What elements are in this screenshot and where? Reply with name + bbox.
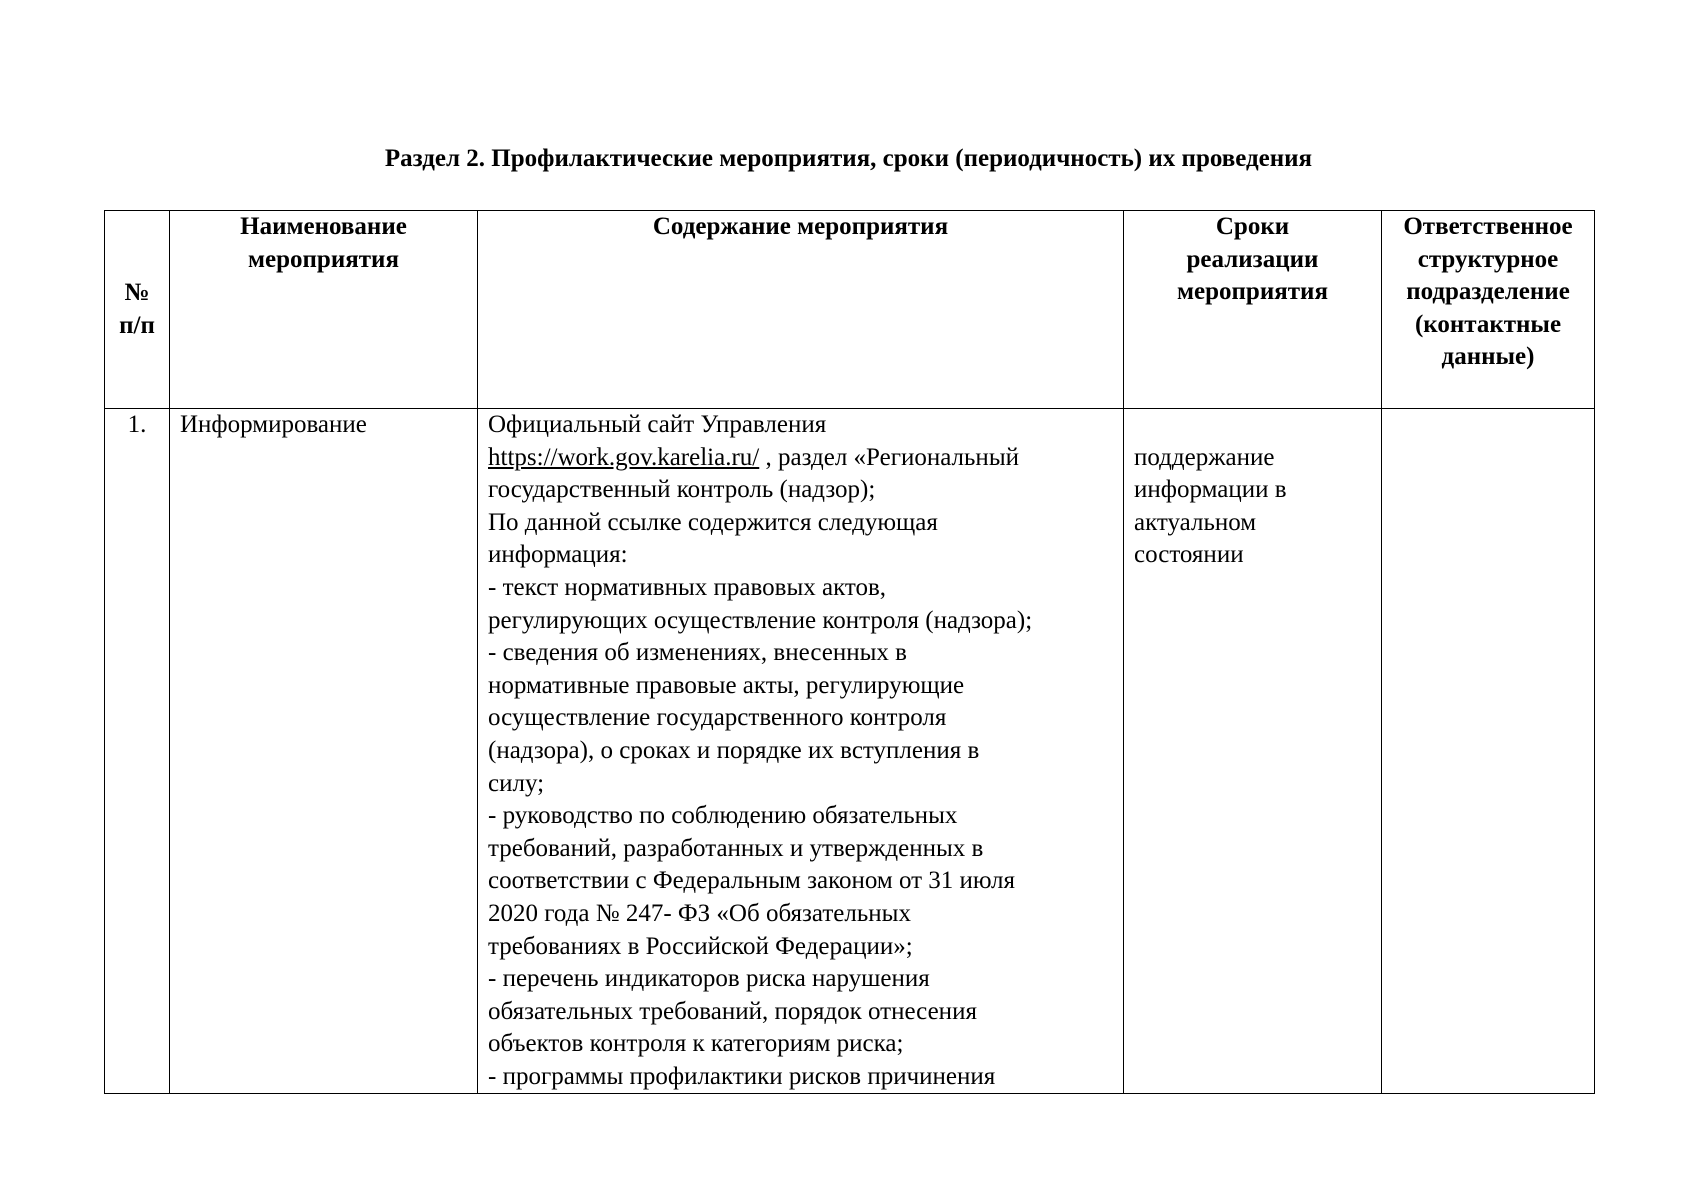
content-line: - сведения об изменениях, внесенных в [488, 639, 907, 667]
content-line: государственный контроль (надзор); [488, 476, 876, 504]
header-activity-content [478, 211, 1124, 409]
content-line: - текст нормативных правовых актов, [488, 573, 887, 601]
header-text: Содержание мероприятия [652, 213, 949, 240]
content-line: 2020 года № 247- ФЗ «Об обязательных [488, 899, 911, 927]
row-activity-content [478, 409, 1124, 1094]
content-line: нормативные правовые акты, регулирующие [488, 671, 965, 699]
content-line-rest: , раздел «Региональный [759, 443, 1019, 471]
terms-line: состоянии [1134, 541, 1244, 569]
website-link[interactable]: https://work.gov.karelia.ru/ [488, 443, 760, 471]
header-text: структурное [1417, 245, 1559, 273]
page-title: Раздел 2. Профилактические мероприятия, сроки (периодичность) их проведения [384, 145, 1313, 172]
header-text: (контактные [1414, 310, 1562, 338]
content-line: соответствии с Федеральным законом от 31 июля [488, 867, 1015, 895]
header-text: Сроки [1215, 213, 1290, 240]
header-text: № [124, 278, 150, 306]
header-text: подразделение [1406, 278, 1570, 306]
header-text: п/п [119, 311, 155, 339]
content-line: осуществление государственного контроля [488, 704, 947, 732]
header-responsible [1382, 211, 1595, 409]
content-line: (надзора), о сроках и порядке их вступления в [488, 736, 980, 764]
content-line: - перечень индикаторов риска нарушения [488, 965, 930, 993]
content-line: - руководство по соблюдению обязательных [488, 802, 958, 830]
content-line: По данной ссылке содержится следующая [488, 508, 938, 536]
header-text: Наименование [240, 213, 407, 240]
table-header-row [105, 211, 1595, 409]
row-number: 1. [105, 409, 170, 1094]
header-text: данные) [1441, 343, 1535, 371]
content-line [488, 442, 1113, 475]
content-line: силу; [488, 769, 545, 797]
header-number [105, 211, 170, 409]
header-text: реализации [1186, 245, 1319, 273]
content-line: обязательных требований, порядок отнесения [488, 997, 977, 1025]
header-text: мероприятия [1177, 278, 1328, 306]
content-line: информация: [488, 541, 628, 569]
content-line: объектов контроля к категориям риска; [488, 1030, 904, 1058]
table-row [105, 409, 1595, 1094]
terms-line: информации в [1134, 476, 1287, 504]
header-text: Ответственное [1403, 213, 1573, 240]
content-line: требований, разработанных и утвержденных в [488, 834, 984, 862]
activities-table [104, 210, 1595, 1094]
row-activity-name: Информирование [170, 409, 478, 1094]
content-line: регулирующих осуществление контроля (надзора); [488, 606, 1033, 634]
header-text: мероприятия [248, 245, 399, 273]
header-terms [1124, 211, 1382, 409]
content-line: Официальный сайт Управления [488, 411, 827, 438]
row-responsible [1382, 409, 1595, 1094]
content-line: требованиях в Российской Федерации»; [488, 932, 913, 960]
terms-line: поддержание [1134, 443, 1275, 471]
terms-spacer [1134, 409, 1371, 442]
content-line: - программы профилактики рисков причинения [488, 1062, 996, 1090]
row-terms [1124, 409, 1382, 1094]
terms-line: актуальном [1134, 508, 1257, 536]
header-activity-name [170, 211, 478, 409]
